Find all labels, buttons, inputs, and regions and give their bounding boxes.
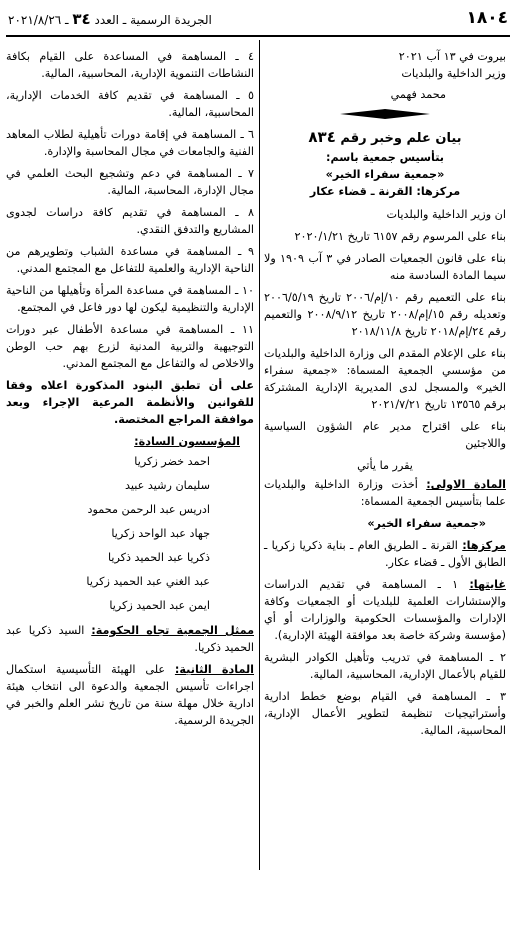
- goal-item: ١٠ ـ المساهمة في مساعدة المرأة وتأهيلها من الناحية الإدارية والتنظيمية ليكون لها دور فاعل في المجتمع.: [6, 284, 254, 314]
- founder-name: سليمان رشيد عبيد: [125, 479, 210, 492]
- founder-name: ادريس عبد الرحمن محمود: [87, 503, 210, 516]
- article-one-label: المادة الاولى:: [426, 478, 507, 491]
- notice-number: ٨٣٤: [308, 128, 336, 146]
- government-representative: [6, 622, 254, 656]
- issue-number: ٣٤: [72, 10, 91, 28]
- goal-item: ٢ ـ المساهمة في تدريب وتأهيل الكوادر البشرية للقيام بالأعمال الإدارية، المحاسبية، المالية.: [264, 651, 506, 681]
- article-two: [6, 661, 254, 729]
- decides-line: يقرر ما يأتي: [357, 459, 413, 472]
- separator: [264, 107, 506, 121]
- notice-title: [264, 129, 506, 147]
- representative-label: ممثل الجمعية تجاه الحكومة:: [91, 624, 254, 637]
- association-name: «جمعية سفراء الخير»: [325, 168, 445, 181]
- goal-item: ٩ ـ المساهمة في مساعدة الشباب وتطويرهم من الناحية الإدارية والعلمية للتفاعل مع المجتمع المدني.: [6, 245, 254, 275]
- headquarters: [264, 537, 506, 571]
- gazette-title: [8, 10, 212, 28]
- body-paragraph: بناء على قانون الجمعيات الصادر في ٣ آب ١٩٠٩ ولا سيما المادة السادسة منه: [264, 252, 506, 282]
- article-two-text: على الهيئة التأسيسية استكمال اجراءات تأسيس الجمعية والدعوة الى انتخاب هيئة ادارية خلال مهلة سنة من تاريخ نشر العلم والخبر في الجريدة الرسمية.: [6, 663, 254, 727]
- article-two-label: المادة الثانية:: [174, 663, 255, 676]
- minister-name: محمد فهمي: [390, 88, 446, 101]
- goals: [264, 576, 506, 644]
- goal-item: ٨ ـ المساهمة في تقديم كافة دراسات لجدوى المشاريع والتدفق النقدي.: [6, 206, 254, 236]
- article-one-text: أخذت وزارة الداخلية والبلديات علما بتأسيس الجمعية المسماة:: [264, 478, 506, 508]
- founders-label: المؤسسون السادة:: [134, 435, 240, 448]
- article-one: [264, 476, 506, 510]
- founder-name: احمد خضر زكريا: [134, 455, 210, 468]
- body-paragraph: بناء على التعميم رقم ١٠/إم/٢٠٠٦ تاريخ ٢٠٠٦/٥/١٩ وتعديله رقم ١٥/إم/٢٠٠٨ تاريخ ٢٠٠٨/٩/١٢ والتعميم رقم ٢٤/إم/٢٠١٨ تاريخ ٢٠١٨/١١/٨: [264, 291, 507, 338]
- goal-item: ٤ ـ المساهمة في المساعدة على القيام بكافة النشاطات التنموية الإدارية، المحاسبية، المالية.: [6, 50, 254, 80]
- diamond-separator-icon: [340, 109, 430, 119]
- right-column: [264, 48, 506, 744]
- founders-list: [6, 450, 254, 618]
- body-paragraph: ان وزير الداخلية والبلديات: [386, 208, 506, 221]
- headquarters-text: القرنة ـ الطريق العام ـ بناية ذكريا زكريا ـ الطابق الأول ـ قضاء عكار.: [264, 539, 506, 569]
- notice-subtitle: بتأسيس جمعية باسم:: [325, 151, 445, 164]
- legal-note: على أن تطبق البنود المذكورة اعلاه وفقا للقوانين والأنظمة المرعية الإجراء وبعد موافقة المراجع المختصة.: [6, 379, 254, 426]
- representative-text: السيد ذكريا عبد الحميد ذكريا.: [6, 624, 254, 654]
- date-line: بيروت في ١٣ آب ٢٠٢١: [398, 50, 506, 63]
- goal-item: ٥ ـ المساهمة في تقديم كافة الخدمات الإدارية، المحاسبية، المالية.: [6, 89, 254, 119]
- notice-title-prefix: بيان علم وخبر رقم: [340, 131, 462, 146]
- goal-item: ٦ ـ المساهمة في إقامة دورات تأهيلية لطلاب المعاهد الفنية والجامعات في مجال المحاسبة والإدارة.: [6, 128, 254, 158]
- goals-text: ١ ـ المساهمة في تقديم الدراسات والإستشارات العلمية للبلديات أو الجمعيات وكافة الإدارات والمؤسسات الحكومية والوزارات أو أي (مؤسسة وشركة خاصة بعد موافقة الهيئة الإدارية).: [264, 578, 506, 642]
- page-header: [6, 6, 510, 36]
- goal-item: ٧ ـ المساهمة في دعم وتشجيع البحث العلمي في مجال الإدارة، المحاسبة، المالية.: [6, 167, 254, 197]
- founder-name: ذكريا عبد الحميد ذكريا: [107, 551, 210, 564]
- body-paragraph: بناء على الإعلام المقدم الى وزارة الداخلية والبلديات من مؤسسي الجمعية المسماة: «جمعية سفراء الخير» والمسجل لدى المديرية الإدارية المشتركة برقم ١٣٥٦٥ تاريخ ٢٠٢١/٧/٢١: [264, 347, 506, 411]
- minister-title: وزير الداخلية والبلديات: [401, 67, 506, 80]
- left-column: [6, 48, 254, 734]
- goal-item: ١١ ـ المساهمة في مساعدة الأطفال عبر دورات التوجيهية والتربية المدنية لزرع بهم حب الوطن والاخلاص له والتفاعل مع المجتمع المدني.: [6, 323, 254, 370]
- page-number: ١٨٠٤: [466, 8, 508, 28]
- headquarters-label: مركزها:: [462, 539, 506, 552]
- column-divider: [259, 40, 260, 870]
- header-rule: [6, 35, 510, 37]
- association-name-2: «جمعية سفراء الخير»: [367, 517, 486, 530]
- gazette-name: الجريدة الرسمية ـ العدد: [94, 13, 212, 27]
- founder-name: ايمن عبد الحميد زكريا: [109, 599, 210, 612]
- headquarters-line: مركزها: القرنة ـ قضاء عكار: [309, 185, 461, 198]
- issue-date: ـ ٢٠٢١/٨/٢٦: [8, 13, 69, 27]
- founder-name: جهاد عبد الواحد زكريا: [111, 527, 210, 540]
- founder-name: عبد الغني عبد الحميد زكريا: [86, 575, 210, 588]
- body-paragraph: بناء على اقتراح مدير عام الشؤون السياسية واللاجئين: [264, 420, 506, 450]
- body-paragraph: بناء على المرسوم رقم ٦١٥٧ تاريخ ٢٠٢٠/١/٢١: [294, 230, 506, 243]
- goals-label: غايتها:: [469, 578, 506, 591]
- goal-item: ٣ ـ المساهمة في القيام بوضع خطط ادارية وأستراتيجيات تنظيمة لتطوير الأعمال الإدارية، المحاسبية، المالية.: [264, 690, 506, 737]
